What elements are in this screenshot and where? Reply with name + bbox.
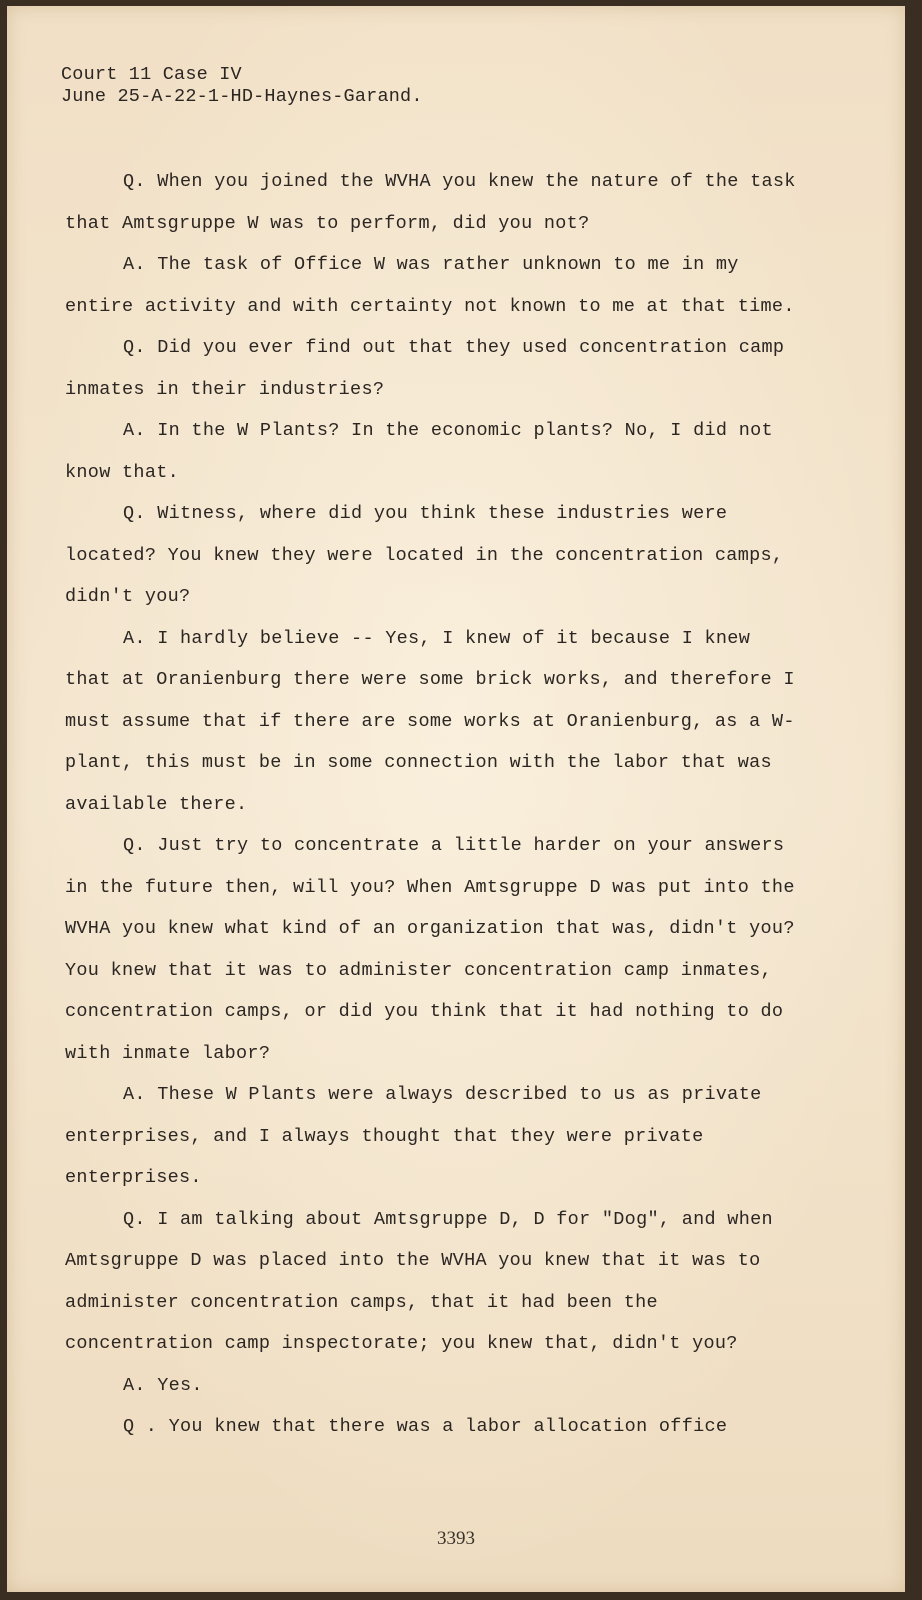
header-case-line: Court 11 Case IV — [61, 64, 242, 85]
transcript-paragraph: A. I hardly believe -- Yes, I knew of it because I knew that at Oranienburg there were some brick works, and therefore I must assume that if there are some works at Oranienburg, as a W-plant, this must be in some connection with the labor that was available there. — [65, 627, 795, 815]
page-number: 3393 — [437, 1528, 475, 1549]
transcript-body — [65, 161, 800, 1448]
transcript-paragraph: Q. When you joined the WVHA you knew the nature of the task that Amtsgruppe W was to perform, did you not? — [65, 171, 796, 234]
transcript-paragraph: Q. Just try to concentrate a little harder on your answers in the future then, will you? When Amtsgruppe D was put into the WVHA you knew what kind of an organization that was, didn't you? You knew that it was to administer concentration camp inmates, concentration camps, or did you think that it had nothing to do with inmate labor? — [65, 835, 795, 1064]
transcript-paragraph: A. These W Plants were always described to us as private enterprises, and I always thought that they were private enterprises. — [65, 1084, 762, 1188]
transcript-paragraph: A. The task of Office W was rather unknown to me in my entire activity and with certainty not known to me at that time. — [65, 254, 795, 317]
transcript-paragraph: A. In the W Plants? In the economic plants? No, I did not know that. — [65, 420, 773, 483]
transcript-paragraph: Q. Did you ever find out that they used concentration camp inmates in their industries? — [65, 337, 785, 400]
header-date-line: June 25-A-22-1-HD-Haynes-Garand. — [61, 86, 423, 107]
document-page — [7, 6, 905, 1592]
document-header — [61, 64, 423, 108]
transcript-paragraph: Q . You knew that there was a labor allocation office — [123, 1416, 728, 1437]
transcript-paragraph: A. Yes. — [123, 1374, 203, 1396]
transcript-paragraph: Q. Witness, where did you think these industries were located? You knew they were located in the concentration camps, didn't you? — [65, 503, 784, 607]
transcript-paragraph: Q. I am talking about Amtsgruppe D, D for "Dog", and when Amtsgruppe D was placed into the WVHA you knew that it was to administer concentration camps, that it had been the concentration camp inspectorate; you knew that, didn't you? — [65, 1208, 773, 1354]
